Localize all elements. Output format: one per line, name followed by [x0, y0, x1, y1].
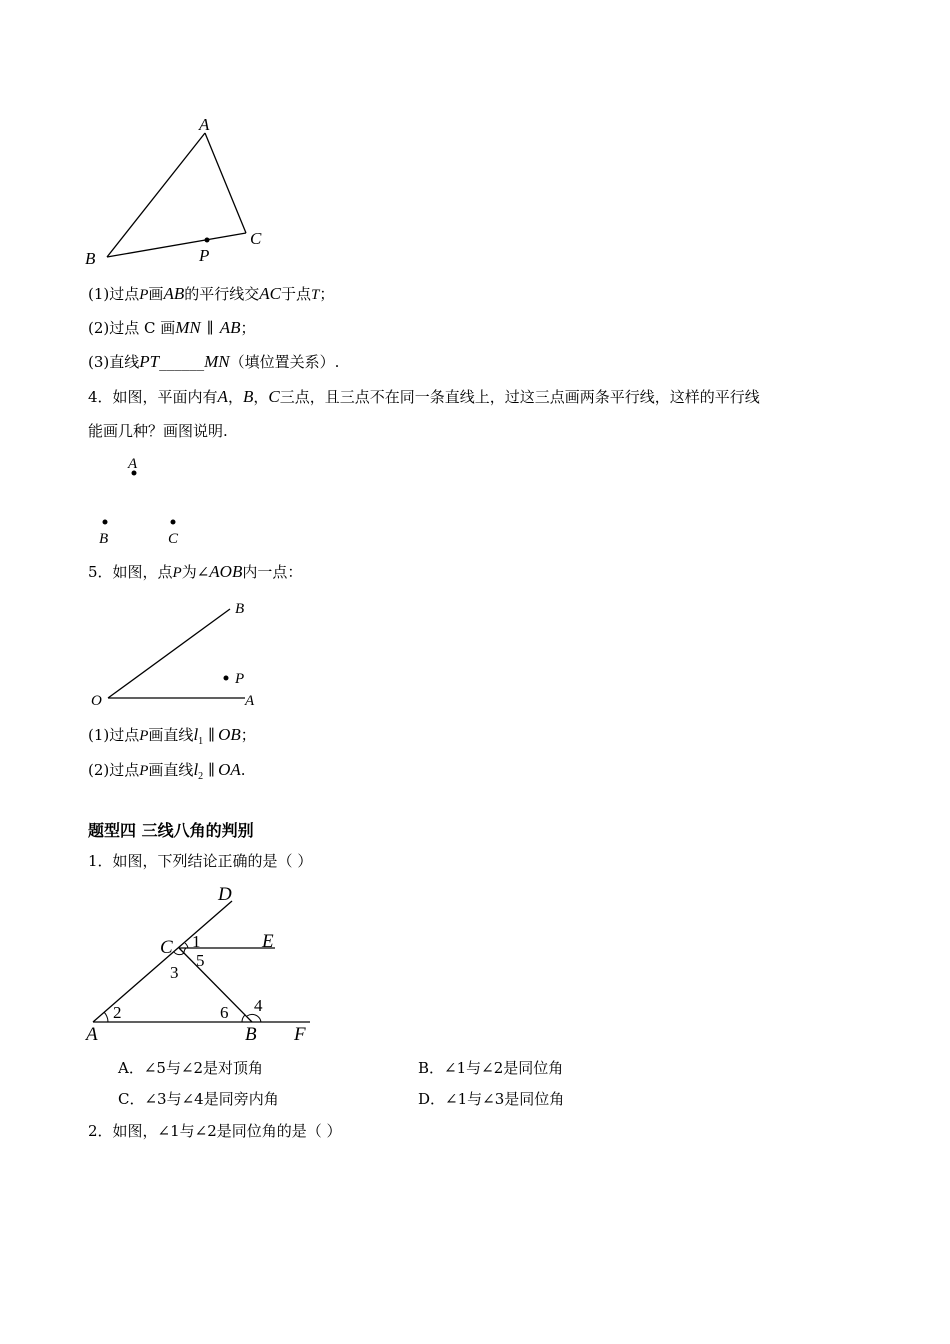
label-a: A [199, 115, 210, 134]
point-p [205, 238, 210, 243]
label-b: B [245, 1024, 257, 1045]
angle-label-2: 2 [113, 1003, 122, 1022]
q3-item-1: (1)过点P画AB的平行线交AC于点T； [88, 284, 335, 303]
three-lines-eight-angles-figure [80, 880, 330, 1050]
option-d[interactable]: D．∠1与∠3是同位角 [418, 1090, 565, 1108]
label-c: C [250, 229, 262, 248]
q5-text: 5．如图，点P为∠AOB内一点： [88, 562, 303, 581]
s4-q2-text: 2．如图，∠1与∠2是同位角的是（ ） [88, 1122, 342, 1140]
label-c: C [168, 531, 179, 547]
label-d: D [218, 884, 232, 905]
angle-label-3: 3 [170, 963, 179, 982]
angle-aob-figure [85, 595, 275, 715]
angle-label-6: 6 [220, 1003, 229, 1022]
option-b[interactable]: B．∠1与∠2是同位角 [418, 1059, 564, 1077]
label-a: A [245, 693, 255, 709]
point-b [103, 520, 108, 525]
label-p: P [235, 671, 245, 687]
point-c [171, 520, 176, 525]
angle-label-1: 1 [192, 932, 201, 951]
label-o: O [91, 693, 102, 709]
angle-label-5: 5 [196, 951, 205, 970]
q5-item-1: (1)过点P画直线$l_1$ ∥ OB； [88, 725, 256, 747]
label-f: F [294, 1024, 306, 1045]
q3-item-2: (2)过点 C 画MN ∥ AB； [88, 318, 256, 337]
label-b: B [235, 601, 245, 617]
label-a: A [86, 1024, 98, 1045]
label-b: B [85, 249, 96, 268]
answer-blank[interactable]: ______ [159, 353, 205, 371]
option-c[interactable]: C．∠3与∠4是同旁内角 [118, 1090, 279, 1108]
label-c: C [160, 937, 173, 958]
q4-text-line-1: 4．如图，平面内有A，B，C三点，且三点不在同一条直线上，过这三点画两条平行线，这样的平行线 [88, 387, 760, 406]
point-p [224, 676, 229, 681]
q3-item-3: (3)直线PT______MN（填位置关系）. [88, 352, 340, 371]
option-a[interactable]: A．∠5与∠2是对顶角 [118, 1059, 264, 1077]
label-b: B [99, 531, 109, 547]
q4-text-line-2: 能画几种？画图说明. [88, 422, 228, 440]
three-points-figure [90, 450, 200, 550]
angle-label-4: 4 [254, 996, 263, 1015]
label-a: A [128, 456, 138, 472]
section-heading: 题型四 三线八角的判别 [88, 821, 254, 840]
s4-q1-text: 1．如图，下列结论正确的是（ ） [88, 852, 313, 870]
label-p: P [199, 246, 210, 265]
label-e: E [262, 931, 274, 952]
triangle-figure [80, 110, 280, 270]
q5-item-2: (2)过点P画直线$l_2$ ∥ OA. [88, 760, 246, 782]
